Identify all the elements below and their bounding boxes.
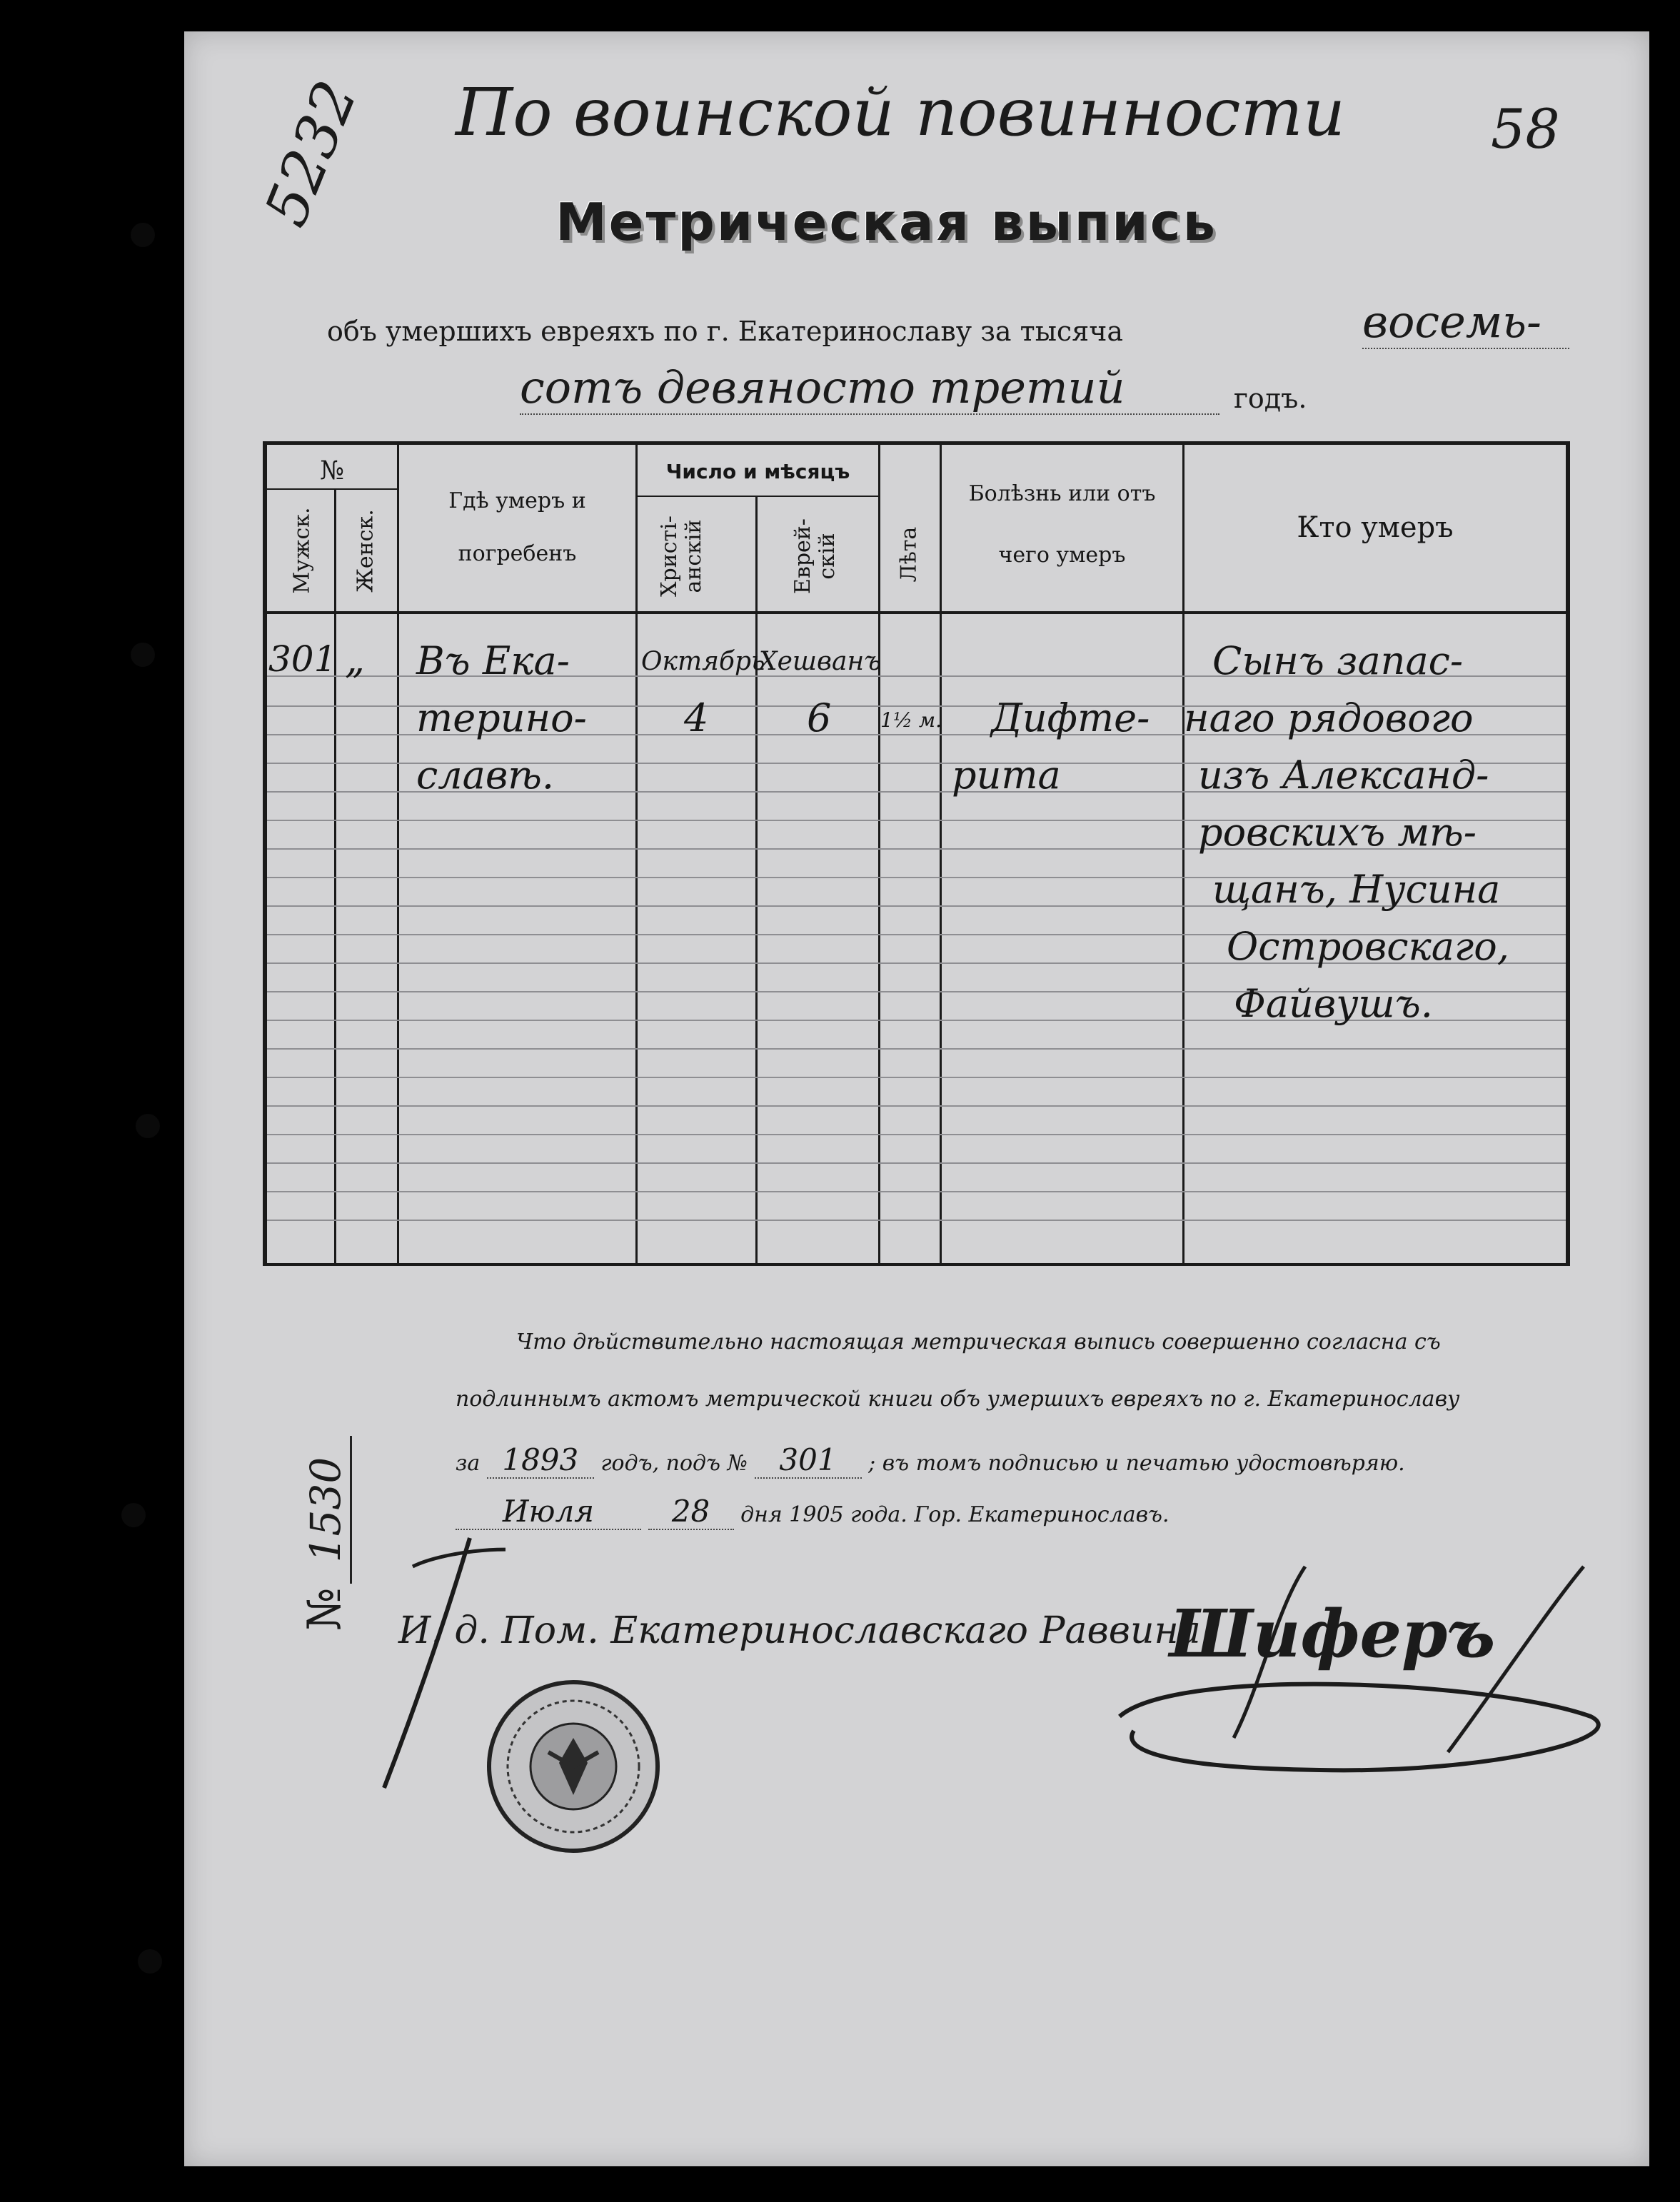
header-date: Число и мѣсяцъ <box>665 460 850 483</box>
rabbi-signature: Шиферъ <box>1170 1595 1496 1672</box>
header-christian: Христі- анскій <box>657 516 706 597</box>
header-jewish: Еврей- скій <box>790 518 840 594</box>
entry-who-6: Островскаго, <box>1227 924 1509 969</box>
cert-year-label: за <box>456 1451 481 1476</box>
binding-hole <box>138 1949 162 1974</box>
cert-line-3-tail: ; въ томъ подписью и печатью удостовѣряю. <box>868 1451 1405 1476</box>
signature-title: И. д. Пом. Екатеринославскаго Раввина <box>398 1609 1201 1652</box>
cert-day: 28 <box>648 1494 734 1530</box>
signature-flourish <box>1091 1524 1634 1809</box>
subtitle-printed: объ умершихъ евреяхъ по г. Екатеринославу за тысяча <box>327 316 1123 347</box>
entry-jewish-day: 6 <box>807 695 832 740</box>
register-stamp <box>298 1395 363 1631</box>
cert-number: 301 <box>755 1442 862 1479</box>
entry-where-3: славѣ. <box>416 753 555 798</box>
archive-note: 5232 <box>252 71 371 236</box>
entry-who-5: щанъ, Нусина <box>1212 867 1501 912</box>
binding-hole <box>136 1114 160 1138</box>
document-title: Метрическая выпись <box>555 192 1217 252</box>
entry-illness-2: рита <box>952 753 1061 798</box>
header-female: Женск. <box>353 509 378 593</box>
page-number: 58 <box>1491 97 1560 161</box>
header-age: Лѣта <box>896 526 922 583</box>
subtitle-year-part1: восемь- <box>1362 296 1569 349</box>
entry-male-number: 301 <box>268 638 337 680</box>
subtitle-suffix: годъ. <box>1234 383 1307 414</box>
register-number: 1530 <box>301 1436 352 1584</box>
entry-illness-1: Дифте- <box>991 695 1150 740</box>
header-number: № <box>319 456 345 486</box>
cert-line-1: Что дѣйствительно настоящая метрическая выпись совершенно согласна съ <box>516 1329 1441 1354</box>
binding-hole <box>131 223 155 247</box>
binding-hole <box>131 643 155 667</box>
subtitle-year-part2: сотъ девяносто третий <box>520 361 1219 415</box>
header-where-2: погребенъ <box>458 541 577 566</box>
entry-christian-month: Октябрь <box>641 647 765 676</box>
cert-month: Июля <box>456 1494 641 1530</box>
cert-line-4 <box>456 1494 1170 1530</box>
cert-year: 1893 <box>487 1442 594 1479</box>
cert-number-label: годъ, подъ № <box>600 1451 748 1476</box>
entry-who-3: изъ Александ- <box>1198 753 1489 798</box>
cert-line-2: подлиннымъ актомъ метрической книги объ умершихъ евреяхъ по г. Екатеринославу <box>456 1387 1460 1412</box>
header-illness-2: чего умеръ <box>998 543 1126 568</box>
document-page <box>184 31 1649 2166</box>
header-illness-1: Болѣзнь или отъ <box>968 481 1156 506</box>
register-label: № <box>298 1587 351 1631</box>
entry-who-4: ровскихъ мѣ- <box>1198 810 1477 855</box>
header-where-1: Гдѣ умеръ и <box>448 488 586 513</box>
official-seal <box>481 1674 666 1859</box>
header-male: Мужск. <box>289 507 315 594</box>
entry-age: 1½ м. <box>880 708 942 732</box>
cert-line-3 <box>456 1442 1405 1479</box>
entry-where-2: терино- <box>416 695 587 740</box>
entry-jewish-month: Хешванъ <box>759 647 882 676</box>
entry-who-7: Файвушъ. <box>1234 981 1433 1026</box>
binding-hole <box>121 1503 146 1527</box>
handwritten-heading: По воинской повинности <box>456 74 1346 151</box>
entry-who-1: Сынъ запас- <box>1212 638 1464 683</box>
header-who: Кто умеръ <box>1297 511 1454 544</box>
entry-who-2: наго рядового <box>1184 695 1474 740</box>
cert-date-tail: дня 1905 года. Гор. Екатеринославъ. <box>740 1502 1170 1527</box>
entry-christian-day: 4 <box>684 695 709 740</box>
entry-female: „ <box>345 637 365 682</box>
entry-where-1: Въ Ека- <box>416 638 570 683</box>
